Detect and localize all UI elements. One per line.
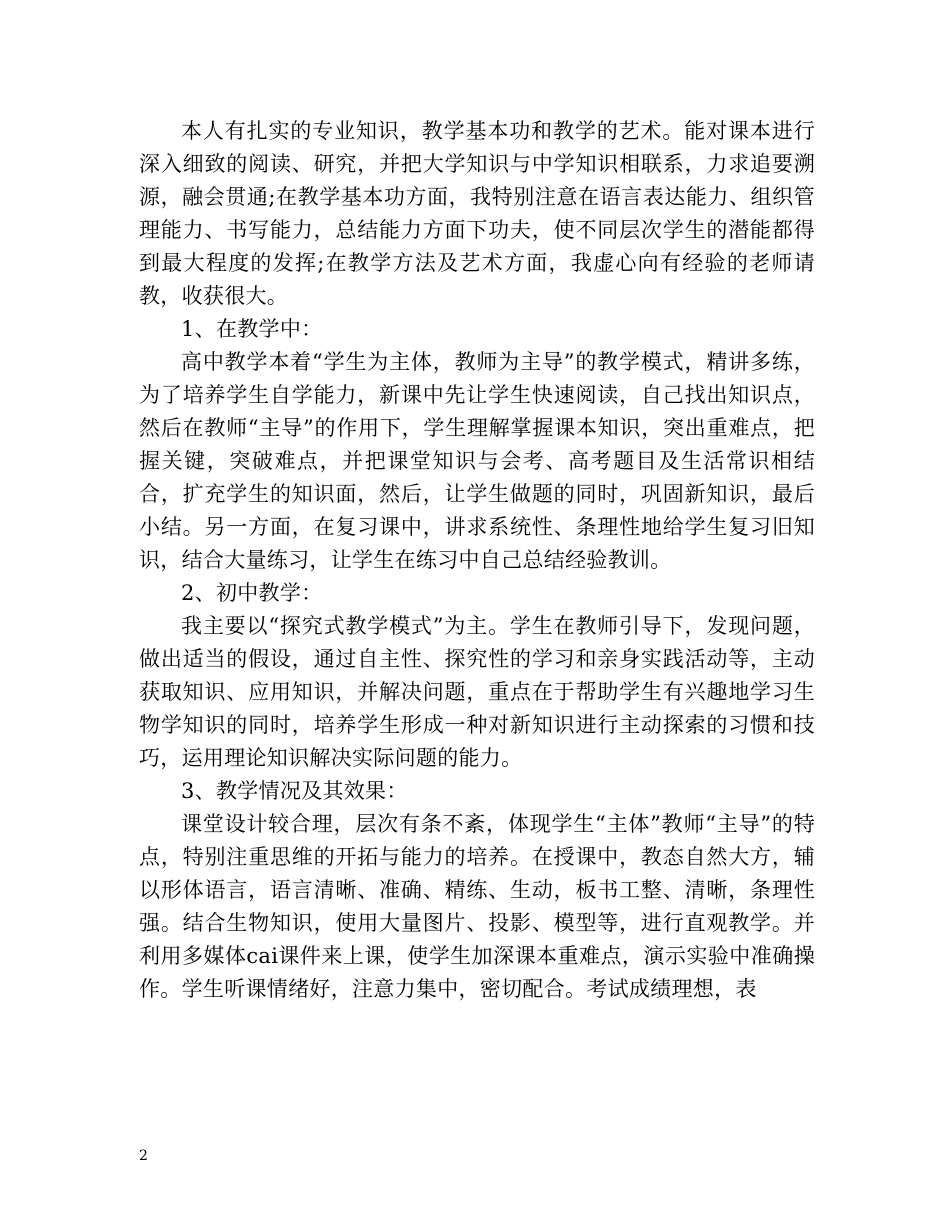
paragraph-teaching-effects: 课堂设计较合理，层次有条不紊，体现学生“主体”教师“主导”的特点，特别注重思维的开拓与能力的培养。在授课中，教态自然大方，辅以形体语言，语言清晰、准确、精练、生动，板书工整、清晰，条理性强。结合生物知识，使用大量图片、投影、模型等，进行直观教学。并利用多媒体cai课件来上课，使学生加深课本重难点，演示实验中准确操作。学生听课情绪好，注意力集中，密切配合。考试成绩理想，表 [139, 812, 815, 1001]
paragraph-senior-high-teaching: 高中教学本着“学生为主体，教师为主导”的教学模式，精讲多练，为了培养学生自学能力，新课中先让学生快速阅读，自己找出知识点，然后在教师“主导”的作用下，学生理解掌握课本知识，突出重难点，把握关键，突破难点，并把课堂知识与会考、高考题目及生活常识相结合，扩充学生的知识面，然后，让学生做题的同时，巩固新知识，最后小结。另一方面，在复习课中，讲求系统性、条理性地给学生复习旧知识，结合大量练习，让学生在练习中自己总结经验教训。 [139, 350, 815, 572]
paragraph-junior-high-teaching: 我主要以“探究式教学模式”为主。学生在教师引导下，发现问题，做出适当的假设，通过自主性、探究性的学习和亲身实践活动等，主动获取知识、应用知识，并解决问题，重点在于帮助学生有兴趣地学习生物学知识的同时，培养学生形成一种对新知识进行主动探索的习惯和技巧，运用理论知识解决实际问题的能力。 [139, 614, 815, 770]
heading-senior-high-teaching: 1、在教学中： [181, 317, 323, 341]
paragraph-intro: 本人有扎实的专业知识，教学基本功和教学的艺术。能对课本进行深入细致的阅读、研究，并把大学知识与中学知识相联系，力求追要溯源，融会贯通;在教学基本功方面，我特别注意在语言表达能力、组织管理能力、书写能力，总结能力方面下功夫，使不同层次学生的潜能都得到最大程度的发挥;在教学方法及艺术方面，我虚心向有经验的老师请教，收获很大。 [139, 119, 815, 308]
heading-teaching-effects: 3、教学情况及其效果： [181, 779, 408, 803]
page-number: 2 [139, 1148, 148, 1164]
heading-junior-high-teaching: 2、初中教学： [181, 581, 323, 605]
document-body [139, 115, 815, 1006]
